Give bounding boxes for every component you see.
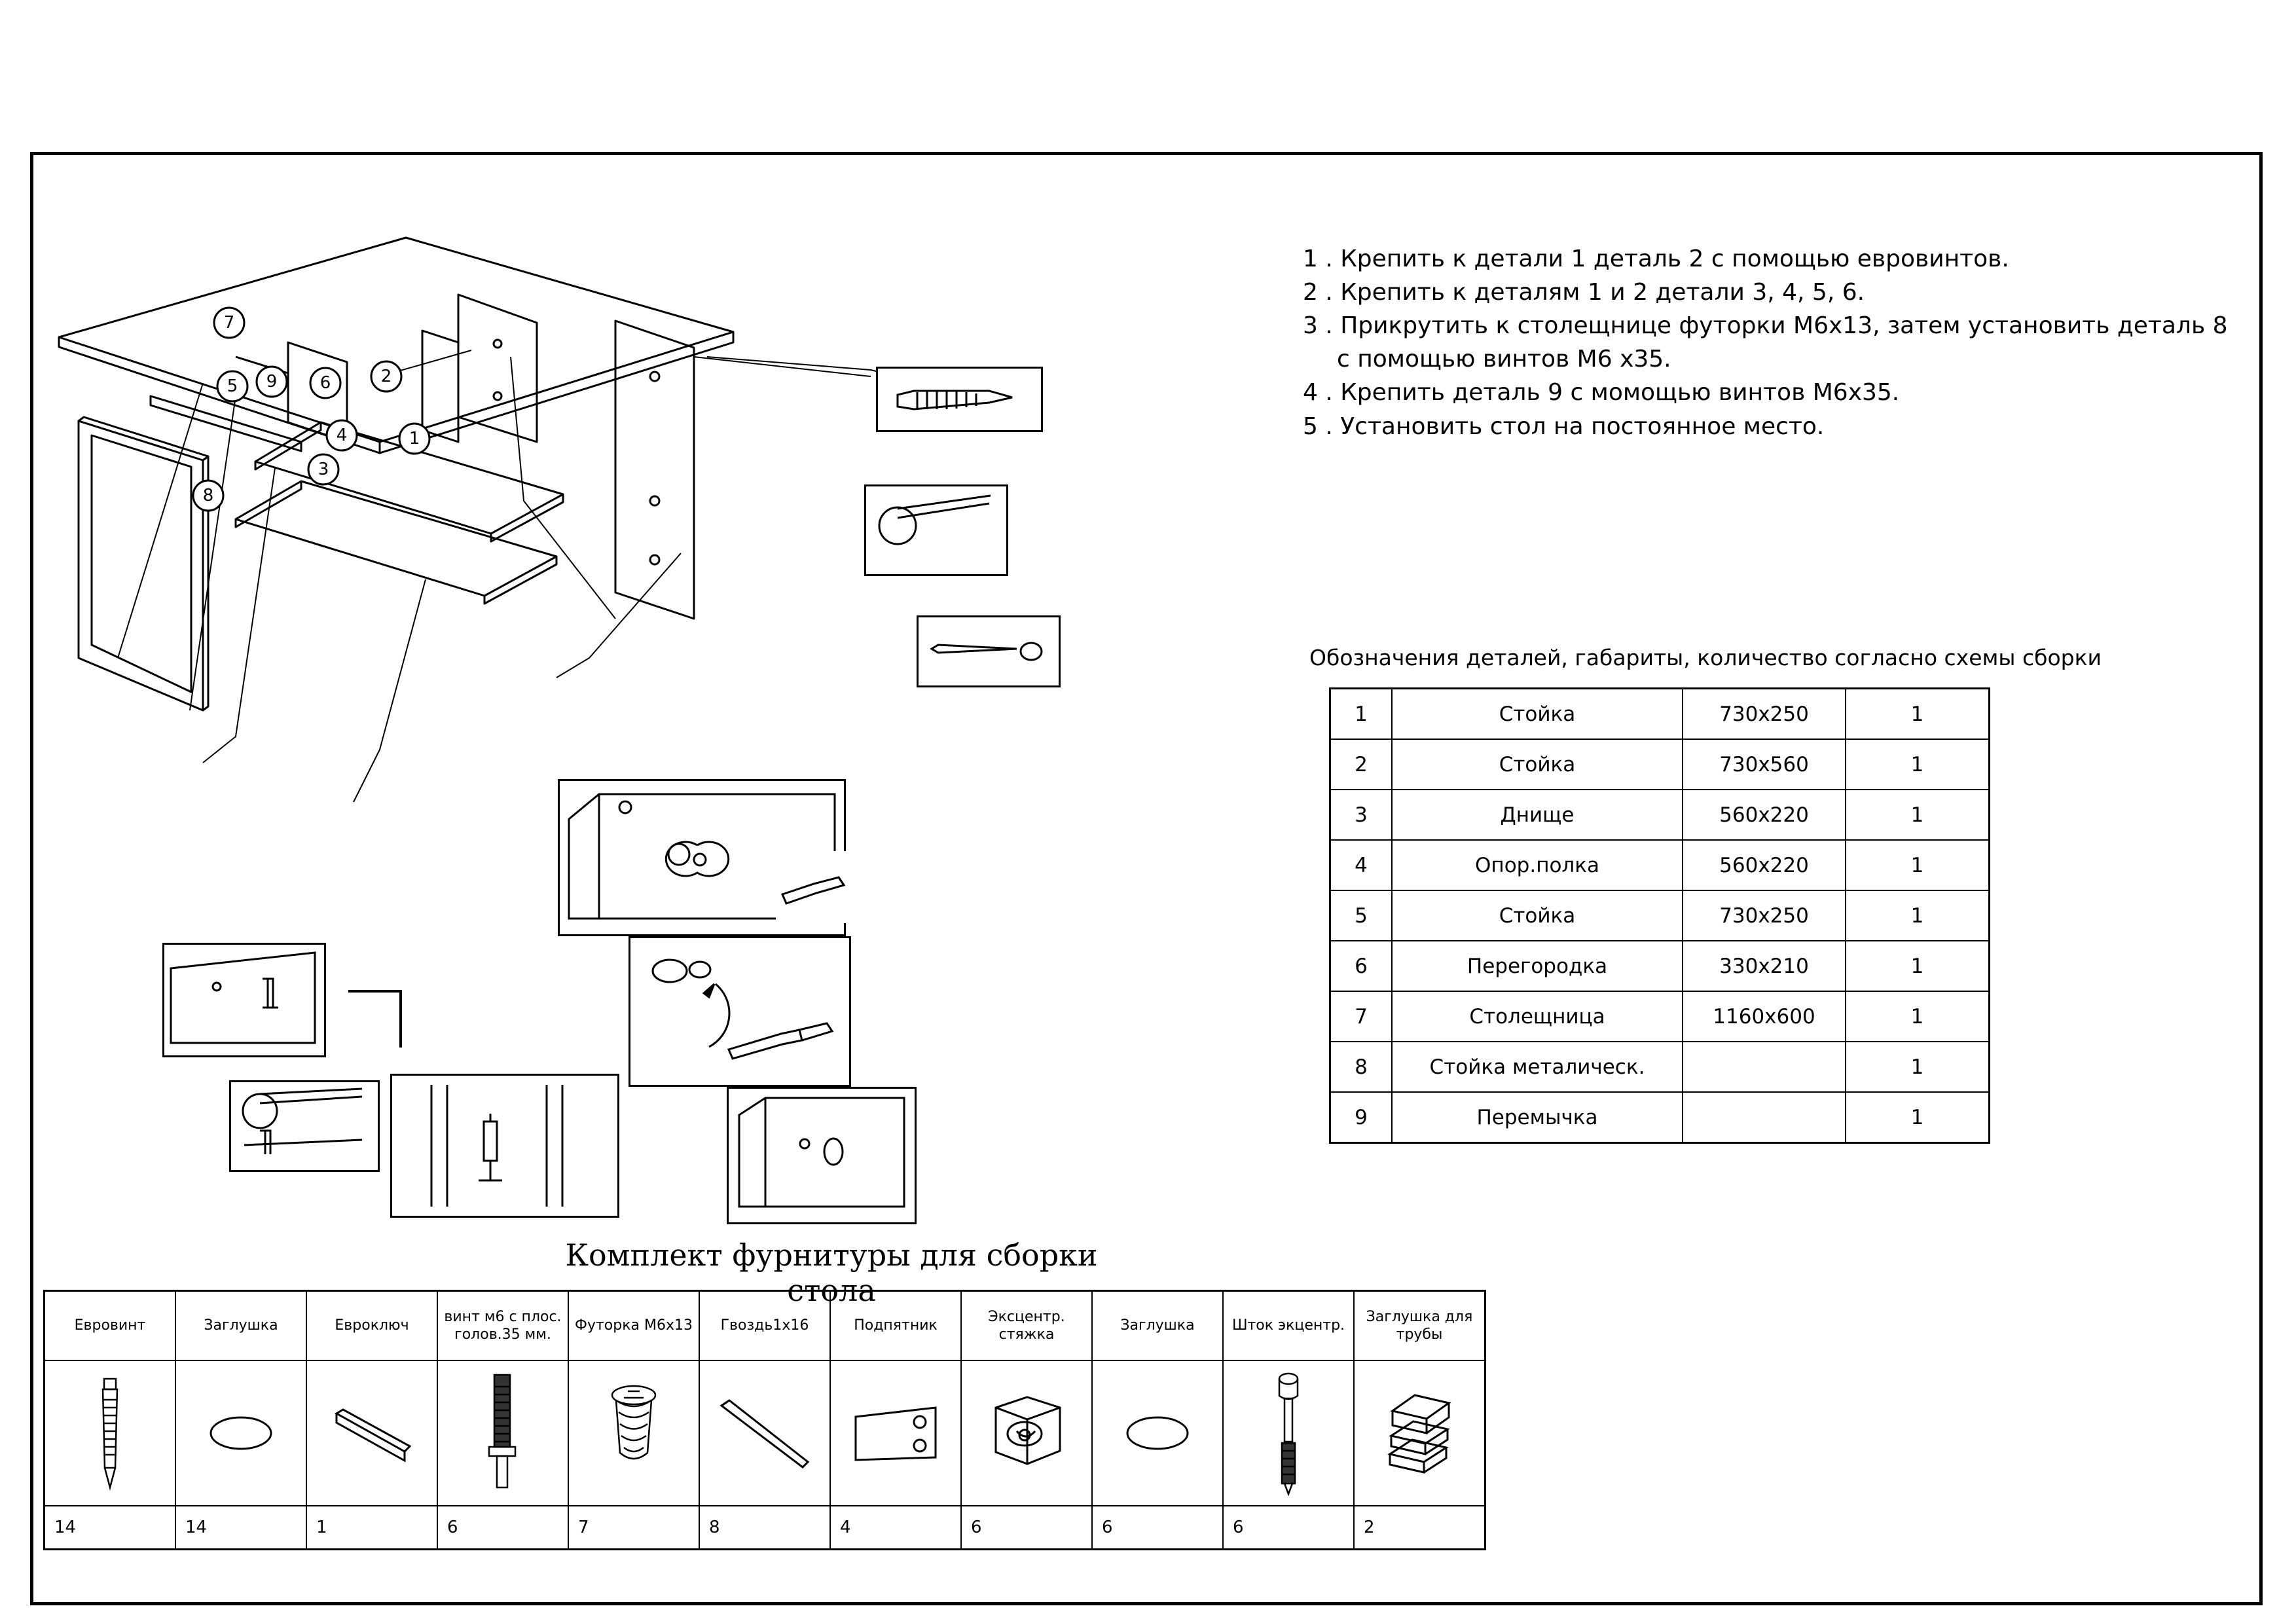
part-name: Стойка металическ. — [1392, 1042, 1683, 1092]
table-row — [1330, 1092, 1990, 1143]
instructions-list — [1303, 242, 2228, 443]
detail-hexkey-standalone — [338, 982, 416, 1061]
part-qty: 1 — [1846, 1092, 1990, 1143]
part-number: 3 — [1330, 790, 1393, 840]
part-dim: 730х560 — [1683, 739, 1846, 790]
detail-nail — [917, 615, 1061, 687]
kit-item-qty: 1 — [306, 1506, 437, 1550]
instruction-line: 1 . Крепить к детали 1 деталь 2 с помощью еврoвинтов. — [1303, 246, 2009, 272]
detail-panel-hole-right — [727, 1087, 917, 1224]
svg-text:4: 4 — [336, 426, 348, 445]
kit-item-name: Футорка М6х13 — [568, 1291, 699, 1361]
kit-item-qty: 6 — [961, 1506, 1092, 1550]
svg-text:2: 2 — [380, 367, 392, 386]
kit-item-name: Гвоздь1х16 — [699, 1291, 830, 1361]
table-row — [1330, 1042, 1990, 1092]
part-dim: 1160х600 — [1683, 991, 1846, 1042]
kit-item-name: Шток экцентр. — [1223, 1291, 1354, 1361]
svg-text:8: 8 — [202, 486, 214, 505]
euro-screw-icon — [46, 1364, 174, 1502]
kit-item-image — [306, 1360, 437, 1506]
detail-panel-hexkey-left — [162, 943, 326, 1057]
part-dim: 560х220 — [1683, 790, 1846, 840]
table-row — [1330, 739, 1990, 790]
parts-table-caption: Обозначения деталей, габариты, количество согласно схемы сборки — [1309, 645, 2102, 670]
tube-cap-icon — [1355, 1364, 1484, 1502]
kit-item-name: Заглушка — [175, 1291, 306, 1361]
svg-text:6: 6 — [319, 373, 331, 393]
kit-item-qty: 14 — [175, 1506, 306, 1550]
part-qty: 1 — [1846, 941, 1990, 991]
part-qty: 1 — [1846, 1042, 1990, 1092]
kit-item-name: винт м6 с плос. голов.35 мм. — [437, 1291, 568, 1361]
kit-item-name: Заглушка — [1092, 1291, 1223, 1361]
kit-item-image — [1223, 1360, 1354, 1506]
kit-item-name: Евроключ — [306, 1291, 437, 1361]
cap-oval-icon — [1093, 1364, 1222, 1502]
hardware-kit-table — [43, 1290, 1486, 1550]
kit-item-image — [437, 1360, 568, 1506]
svg-text:9: 9 — [266, 372, 278, 392]
table-row — [1330, 991, 1990, 1042]
kit-item-image — [1354, 1360, 1485, 1506]
kit-item-image — [961, 1360, 1092, 1506]
part-qty: 1 — [1846, 991, 1990, 1042]
part-name: Днище — [1392, 790, 1683, 840]
table-row — [1330, 941, 1990, 991]
svg-text:7: 7 — [223, 313, 235, 333]
part-number: 1 — [1330, 689, 1393, 740]
cam-lock-icon — [962, 1364, 1091, 1502]
kit-item-name: Заглушка для трубы — [1354, 1291, 1485, 1361]
part-name: Перегородка — [1392, 941, 1683, 991]
cap-oval-icon — [177, 1364, 305, 1502]
table-row — [1330, 840, 1990, 890]
instruction-line: 2 . Крепить к деталям 1 и 2 детали 3, 4, 5, 6. — [1303, 279, 1865, 306]
part-qty: 1 — [1846, 689, 1990, 740]
svg-text:5: 5 — [227, 376, 238, 396]
part-dim — [1683, 1042, 1846, 1092]
part-number: 9 — [1330, 1092, 1393, 1143]
table-row — [1330, 890, 1990, 941]
kit-picture-row — [45, 1360, 1485, 1506]
instruction-line: 4 . Крепить деталь 9 с момощью винтов М6х35. — [1303, 379, 1900, 407]
kit-item-image — [699, 1360, 830, 1506]
part-dim — [1683, 1092, 1846, 1143]
kit-item-qty: 4 — [830, 1506, 961, 1550]
kit-item-qty: 2 — [1354, 1506, 1485, 1550]
table-row — [1330, 790, 1990, 840]
kit-item-qty: 6 — [1223, 1506, 1354, 1550]
part-name: Стойка — [1392, 689, 1683, 740]
part-name: Опор.полка — [1392, 840, 1683, 890]
part-name: Перемычка — [1392, 1092, 1683, 1143]
part-number: 6 — [1330, 941, 1393, 991]
kit-item-image — [568, 1360, 699, 1506]
detail-euro-screw — [876, 367, 1043, 432]
part-name: Столещница — [1392, 991, 1683, 1042]
kit-item-image — [45, 1360, 176, 1506]
detail-leg-foot — [390, 1074, 619, 1218]
svg-text:1: 1 — [409, 429, 420, 448]
svg-text:3: 3 — [318, 460, 329, 479]
instruction-line-continued: с помощью винтов М6 х35. — [1337, 346, 1671, 373]
kit-item-image — [830, 1360, 961, 1506]
part-qty: 1 — [1846, 840, 1990, 890]
kit-item-image — [175, 1360, 306, 1506]
part-name: Стойка — [1392, 890, 1683, 941]
foot-plate-icon — [831, 1364, 960, 1502]
part-name: Стойка — [1392, 739, 1683, 790]
detail-screwdriver-cam — [629, 936, 851, 1087]
kit-item-qty: 6 — [1092, 1506, 1223, 1550]
instruction-line: 5 . Установить стол на постоянное место. — [1303, 412, 1825, 440]
kit-item-name: Подпятник — [830, 1291, 961, 1361]
detail-screwdriver — [776, 851, 861, 923]
part-qty: 1 — [1846, 890, 1990, 941]
kit-item-image — [1092, 1360, 1223, 1506]
detail-cap-hole — [229, 1080, 380, 1172]
part-number: 5 — [1330, 890, 1393, 941]
part-qty: 1 — [1846, 790, 1990, 840]
cam-bolt-icon — [1224, 1364, 1353, 1502]
insert-nut-icon — [570, 1364, 698, 1502]
kit-quantity-row — [45, 1506, 1485, 1550]
part-dim: 560х220 — [1683, 840, 1846, 890]
hex-key-icon — [308, 1364, 436, 1502]
part-qty: 1 — [1846, 739, 1990, 790]
nail-icon — [701, 1364, 829, 1502]
parts-table — [1329, 687, 1990, 1144]
part-number: 2 — [1330, 739, 1393, 790]
flat-head-bolt-icon — [439, 1364, 567, 1502]
instruction-line: 3 . Прикрутить к столещнице футорки М6х13, затем установить деталь 8 — [1303, 312, 2228, 340]
table-row — [1330, 689, 1990, 740]
kit-item-name: Эксцентр. стяжка — [961, 1291, 1092, 1361]
kit-title: Комплект фурнитуры для сборки стола — [565, 1237, 1098, 1308]
kit-item-qty: 14 — [45, 1506, 176, 1550]
part-dim: 730х250 — [1683, 890, 1846, 941]
part-dim: 330х210 — [1683, 941, 1846, 991]
kit-item-qty: 7 — [568, 1506, 699, 1550]
part-number: 7 — [1330, 991, 1393, 1042]
part-dim: 730х250 — [1683, 689, 1846, 740]
part-number: 8 — [1330, 1042, 1393, 1092]
kit-item-qty: 6 — [437, 1506, 568, 1550]
kit-header-row — [45, 1291, 1485, 1361]
part-number: 4 — [1330, 840, 1393, 890]
exploded-assembly-drawing — [39, 160, 1283, 1260]
kit-item-qty: 8 — [699, 1506, 830, 1550]
kit-item-name: Евровинт — [45, 1291, 176, 1361]
detail-hexkey-hole — [864, 484, 1008, 576]
